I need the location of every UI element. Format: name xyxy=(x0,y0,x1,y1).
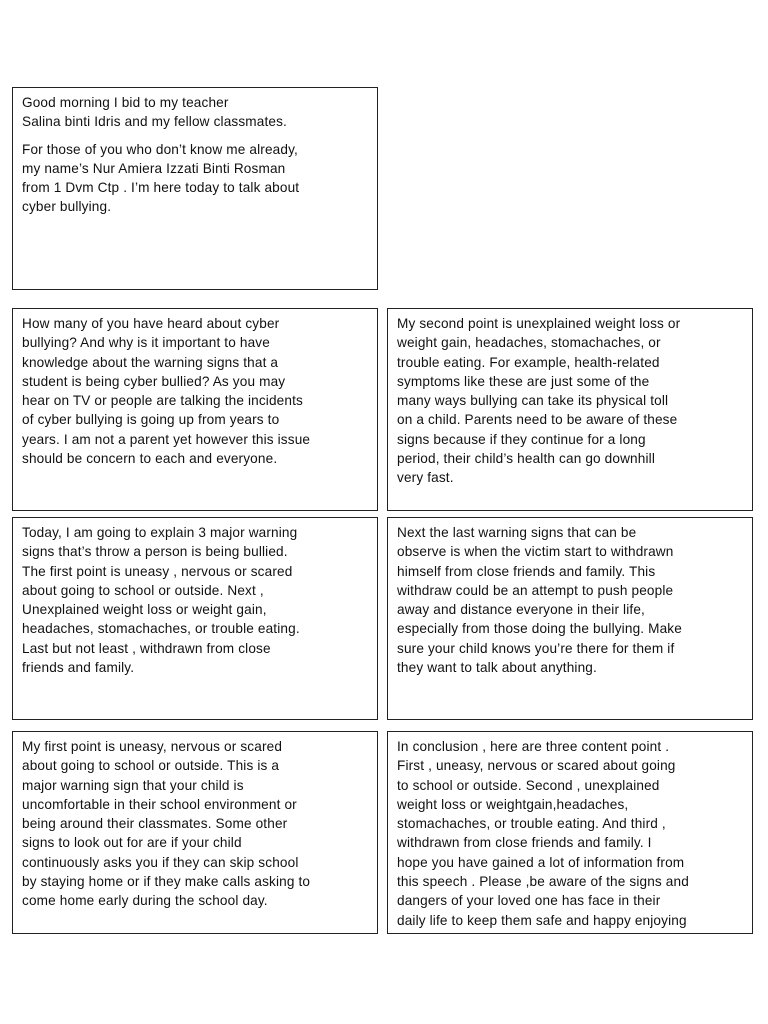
card-paragraph: Next the last warning signs that can be observe is when the victim start to withdrawn himself from close friends and family. This withdraw could be an attempt to push people away and distance everyone in their life, especially from those doing the bullying. Make sure your child knows you’re there for them if they want to talk about anything. xyxy=(397,525,682,676)
card-paragraph: My second point is unexplained weight loss or weight gain, headaches, stomachaches, or trouble eating. For example, health-related symptoms like these are just some of the many ways bullying can take its physical toll on a child. Parents need to be aware of these signs because if they continue for a long period, their child’s health can go downhill very fast. xyxy=(397,316,681,486)
card-paragraph: Good morning I bid to my teacher Salina binti Idris and my fellow classmates. xyxy=(22,95,287,130)
card-paragraph: In conclusion , here are three content point . First , uneasy, nervous or scared about going to school or outside. Second , unexplained weight loss or weightgain,headaches, stomachaches, or trouble eating. And third , withdrawn from close friends and family. I hope you have gained a lot of information from this speech . Please ,be aware of the signs and dangers of your loved one has face in their daily life to keep them safe and happy enjoying xyxy=(397,739,689,928)
speech-card-second-point xyxy=(387,308,753,511)
card-paragraph: Today, I am going to explain 3 major warning signs that’s throw a person is being bullied. The first point is uneasy , nervous or scared about going to school or outside. Next , Unexplained weight loss or weight gain, headaches, stomachaches, or trouble eating. Last but not least , withdrawn from close friends and family. xyxy=(22,525,300,676)
speech-card-overview xyxy=(12,517,378,720)
speech-card-greeting xyxy=(12,87,378,290)
speech-card-third-point xyxy=(387,517,753,720)
speech-card-first-point xyxy=(12,731,378,934)
speech-card-introduction xyxy=(12,308,378,511)
card-paragraph: My first point is uneasy, nervous or scared about going to school or outside. This is a major warning sign that your child is uncomfortable in their school environment or being around their classmates. Some other signs to look out for are if your child continuously asks you if they can skip school by staying home or if they make calls asking to come home early during the school day. xyxy=(22,739,311,909)
speech-card-conclusion xyxy=(387,731,753,934)
card-paragraph: How many of you have heard about cyber bullying? And why is it important to have knowledge about the warning signs that a student is being cyber bullied? As you may hear on TV or people are talking the incidents of cyber bullying is going up from years to years. I am not a parent yet however this issue should be concern to each and everyone. xyxy=(22,316,311,467)
card-paragraph: For those of you who don’t know me already, my name’s Nur Amiera Izzati Binti Rosman from 1 Dvm Ctp . I’m here today to talk about cyber bullying. xyxy=(22,141,300,215)
